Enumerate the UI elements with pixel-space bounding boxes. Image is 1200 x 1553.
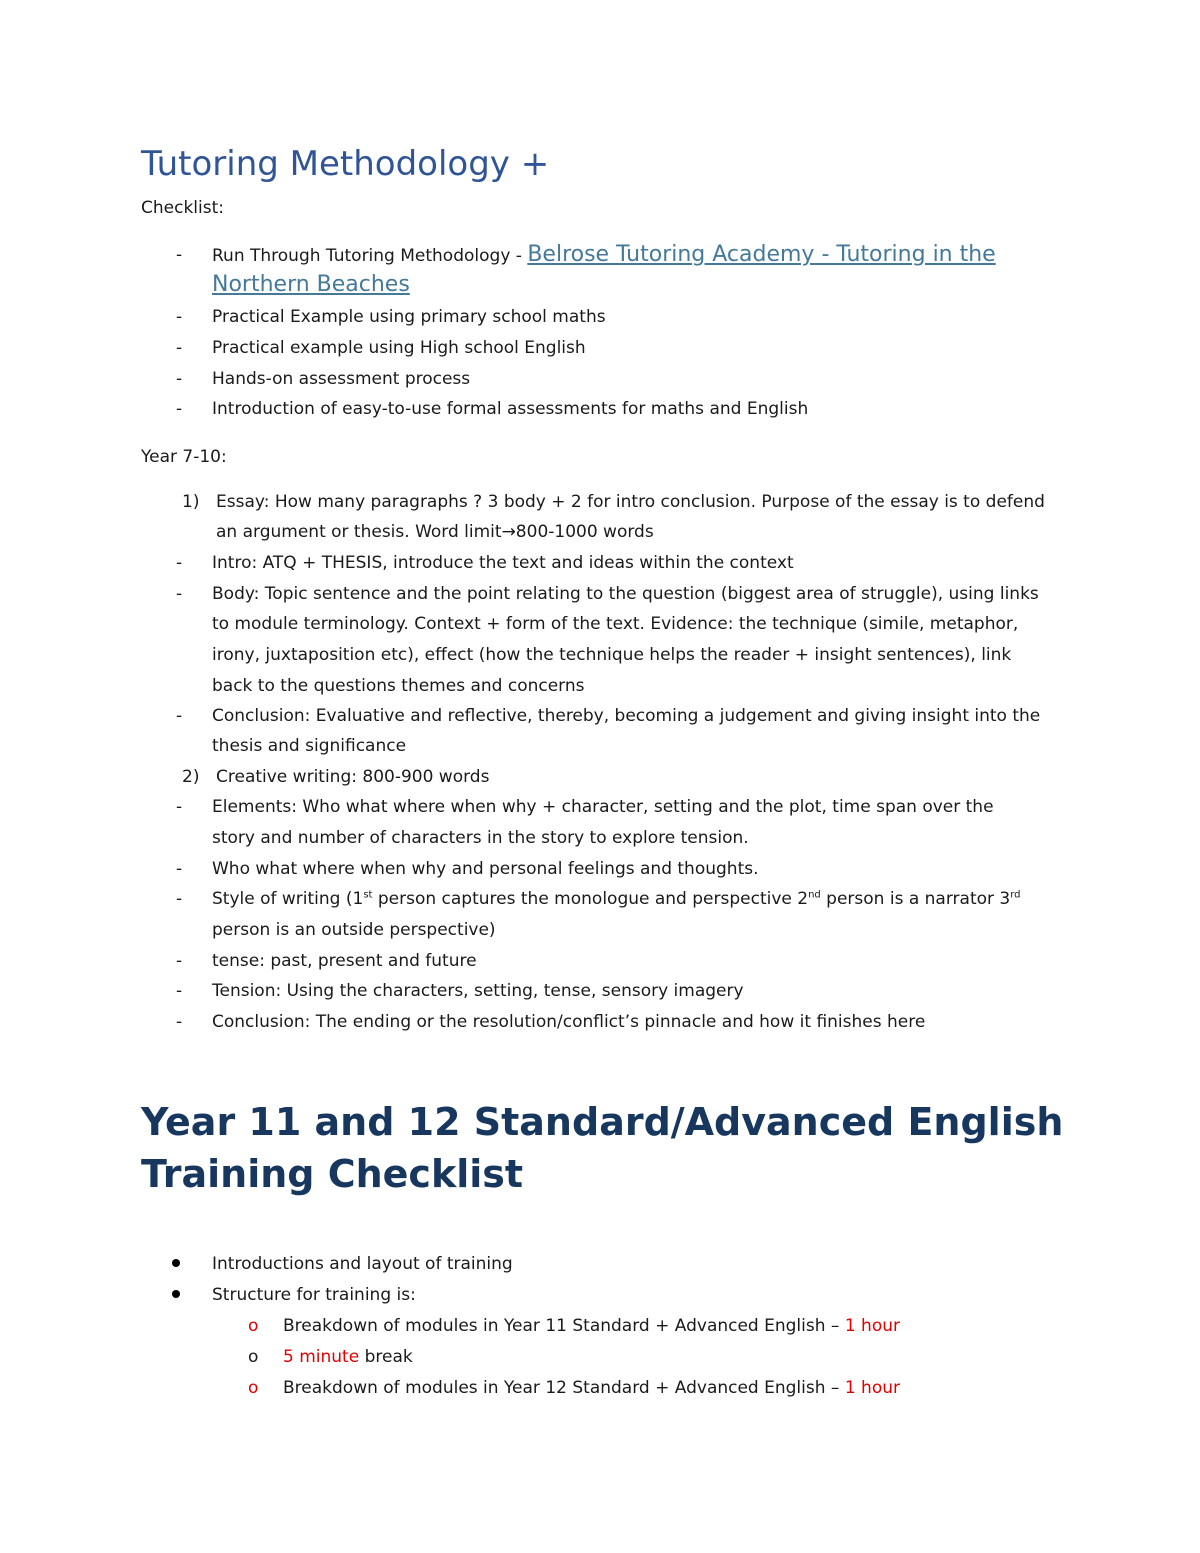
page-title: Tutoring Methodology + <box>141 144 550 184</box>
list-item-text: Hands-on assessment process <box>212 369 471 389</box>
dash-marker: - <box>176 338 183 358</box>
list-item-text: Intro: ATQ + THESIS, introduce the text and ideas within the context <box>212 553 794 573</box>
sub-bullet-text: Breakdown of modules in Year 11 Standard + Advanced English – <box>283 1316 845 1336</box>
dash-marker: - <box>176 307 183 327</box>
list-item-text: Practical example using High school English <box>212 338 586 358</box>
style-text: person captures the monologue and perspective 2 <box>372 889 809 909</box>
belrose-link-continued[interactable]: Northern Beaches <box>212 272 410 297</box>
list-item-text: Conclusion: Evaluative and reflective, thereby, becoming a judgement and giving insight into the <box>212 706 1041 726</box>
dash-marker: - <box>176 797 183 817</box>
bullet-icon <box>172 1259 180 1267</box>
dash-marker: - <box>176 889 183 909</box>
dash-marker: - <box>176 951 183 971</box>
dash-marker: - <box>176 1012 183 1032</box>
duration-text: 1 hour <box>844 1316 900 1336</box>
list-item-text: Practical Example using primary school maths <box>212 307 606 327</box>
circle-bullet-icon: o <box>248 1347 259 1367</box>
dash-marker: - <box>176 369 183 389</box>
list-item-text <box>212 884 1072 915</box>
list-item-text: thesis and significance <box>212 736 407 756</box>
bullet-text: Introductions and layout of training <box>212 1254 513 1274</box>
style-text: Style of writing (1 <box>212 889 364 909</box>
style-text: person is a narrator 3 <box>820 889 1011 909</box>
duration-text: 5 minute <box>283 1347 360 1367</box>
section-heading: Year 11 and 12 Standard/Advanced English Training Checklist <box>141 1100 1064 1196</box>
list-item-text: Introduction of easy-to-use formal assessments for maths and English <box>212 399 809 419</box>
year-label: Year 7-10: <box>141 447 227 467</box>
number-marker: 2) <box>182 767 200 787</box>
circle-bullet-icon: o <box>248 1316 259 1336</box>
dash-marker: - <box>176 859 183 879</box>
circle-bullet-icon: o <box>248 1378 259 1398</box>
numbered-item-text: an argument or thesis. Word limit→800-1000 words <box>216 522 654 542</box>
superscript: st <box>363 889 373 901</box>
sub-bullet-text: break <box>359 1347 413 1367</box>
list-item-text: Conclusion: The ending or the resolution/conflict’s pinnacle and how it finishes here <box>212 1012 926 1032</box>
list-item-text: Tension: Using the characters, setting, tense, sensory imagery <box>212 981 744 1001</box>
dash-marker: - <box>176 706 183 726</box>
superscript: rd <box>1010 889 1021 901</box>
dash-marker: - <box>176 553 183 573</box>
bullet-icon <box>172 1290 180 1298</box>
belrose-link[interactable]: Belrose Tutoring Academy - Tutoring in the <box>527 242 996 267</box>
sub-bullet-text: Breakdown of modules in Year 12 Standard + Advanced English – <box>283 1378 845 1398</box>
list-item-text: story and number of characters in the story to explore tension. <box>212 828 749 848</box>
dash-marker: - <box>176 584 183 604</box>
superscript: nd <box>808 889 821 901</box>
duration-text: 1 hour <box>844 1378 900 1398</box>
checklist-label: Checklist: <box>141 198 224 218</box>
dash-marker: - <box>176 981 183 1001</box>
list-item-text: Who what where when why and personal feelings and thoughts. <box>212 859 759 879</box>
list-item-text: to module terminology. Context + form of the text. Evidence: the technique (simile, metaphor, <box>212 614 1019 634</box>
dash-marker: - <box>176 245 183 265</box>
number-marker: 1) <box>182 492 200 512</box>
list-item-text: tense: past, present and future <box>212 951 477 971</box>
list-item-text: irony, juxtaposition etc), effect (how the technique helps the reader + insight sentences), link <box>212 645 1012 665</box>
list-item-text: back to the questions themes and concerns <box>212 676 585 696</box>
list-item-text: Body: Topic sentence and the point relating to the question (biggest area of struggle), using links <box>212 584 1039 604</box>
dash-marker: - <box>176 399 183 419</box>
numbered-item-text: Essay: How many paragraphs ? 3 body + 2 for intro conclusion. Purpose of the essay is to defend <box>216 492 1045 512</box>
list-item-text: Elements: Who what where when why + character, setting and the plot, time span over the <box>212 797 994 817</box>
list-item-text: Run Through Tutoring Methodology - <box>212 246 528 266</box>
list-item-text: person is an outside perspective) <box>212 920 496 940</box>
numbered-item-text: Creative writing: 800-900 words <box>216 767 490 787</box>
bullet-text: Structure for training is: <box>212 1285 416 1305</box>
